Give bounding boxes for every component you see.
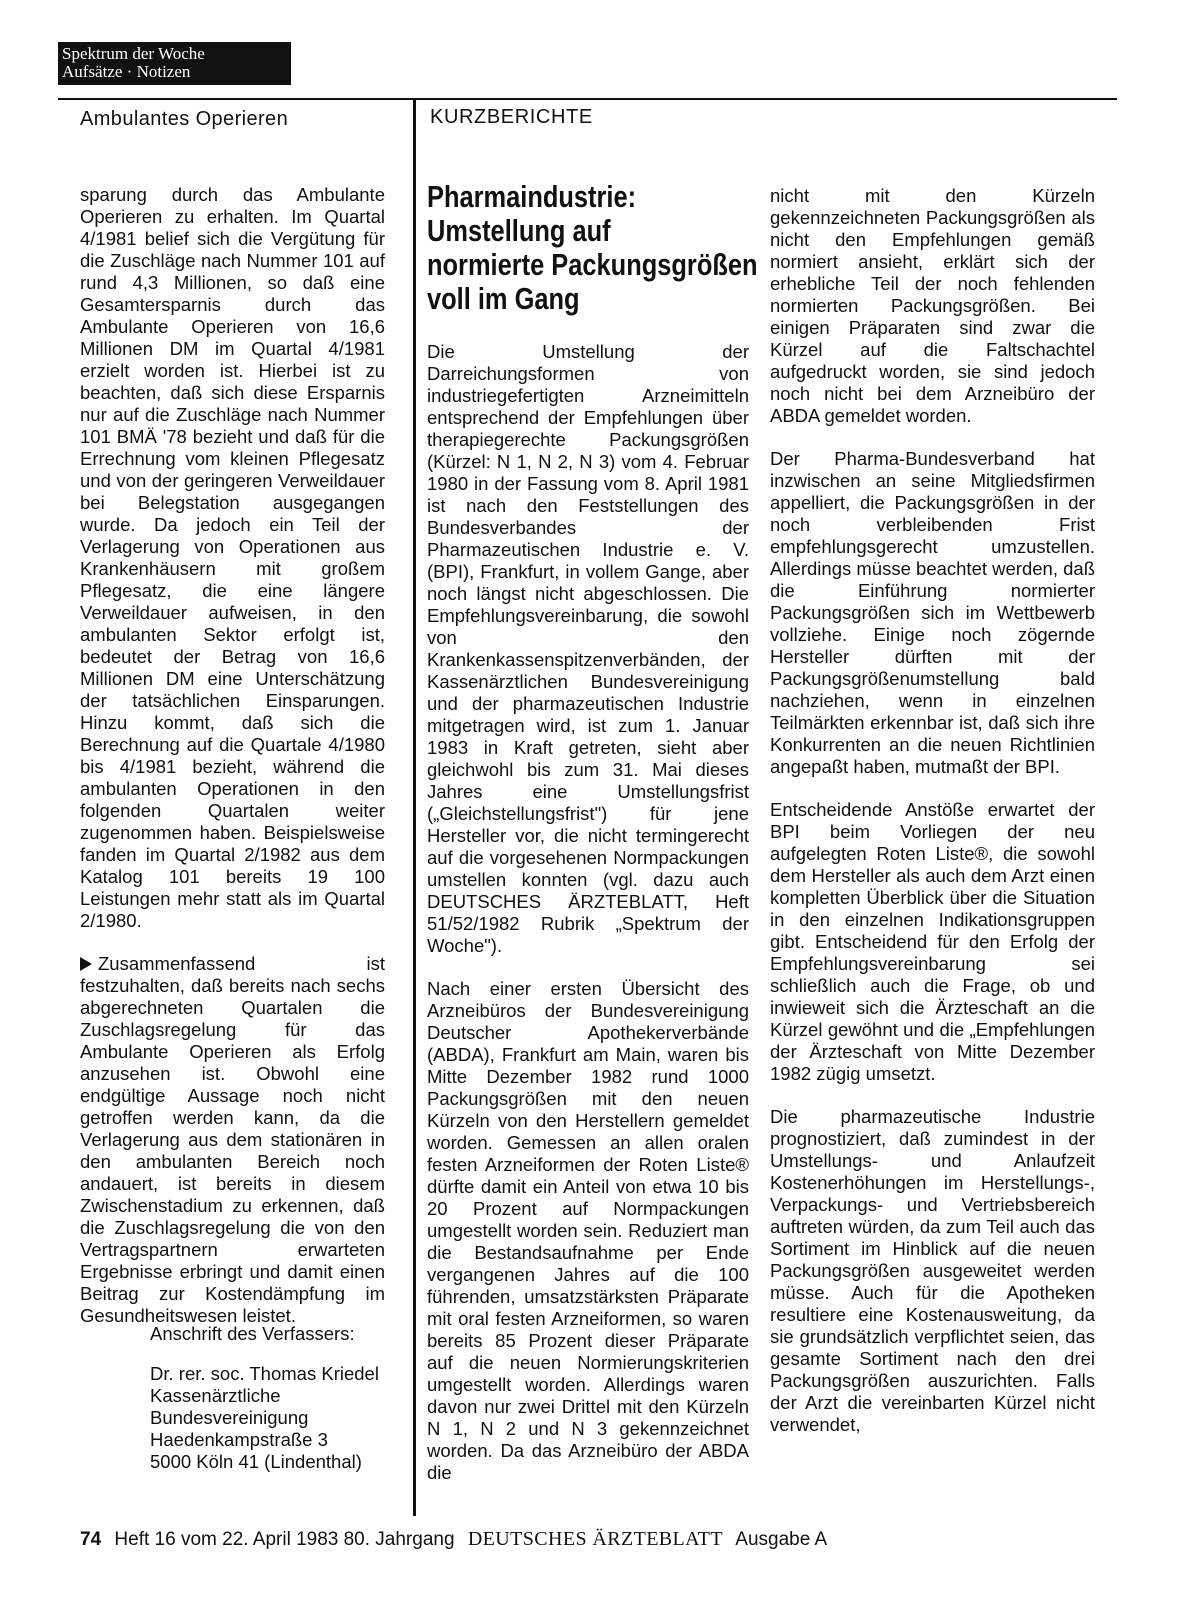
page-number: 74	[80, 1529, 102, 1550]
author-address	[150, 1323, 410, 1473]
article-headline	[427, 179, 758, 316]
paragraph: Der Pharma-Bundesverband hat inzwischen an seine Mitgliedsfirmen appelliert, die Packungsgrößen in der noch verbleibenden Frist empfehlungsgerecht umzustellen. Allerdings müsse beachtet werden, daß die Einführung normierter Packungsgrößen sich im Wettbewerb vollziehe. Einige noch zögernde Hersteller dürften mit der Packungsgrößenumstellung bald nachziehen, wenn in einzelnen Teilmärkten erkennbar ist, daß sich ihre Konkurrenten an die neuen Richtlinien angepaßt haben, mutmaßt der BPI.	[770, 448, 1095, 777]
rubric-line-1: Spektrum der Woche	[62, 44, 205, 63]
paragraph: Nach einer ersten Übersicht des Arzneibüros der Bundesvereinigung Deutscher Apothekerverbände (ABDA), Frankfurt am Main, waren bis Mitte Dezember 1982 rund 1000 Packungsgrößen mit den neuen Kürzeln von den Herstellern gemeldet worden. Gemessen an allen oralen festen Arzneiformen der Roten Liste® dürfte damit ein Anteil von etwa 10 bis 20 Prozent auf Normpackungen umgestellt worden sein. Reduziert man die Bestandsaufnahme per Ende vergangenen Jahres auf die 100 führenden, umsatzstärksten Präparate mit oral festen Arzneiformen, so waren bereits 85 Prozent dieser Präparate auf die neuen Normierungskriterien umgestellt worden. Allerdings waren davon nur zwei Drittel mit den Kürzeln N 1, N 2 und N 3 gekennzeichnet worden. Da das Arzneibüro der ABDA die	[427, 978, 749, 1483]
article-column-2	[427, 341, 749, 1505]
rubric-line-2: Aufsätze · Notizen	[62, 62, 191, 81]
address-line: Dr. rer. soc. Thomas Kriedel	[150, 1363, 379, 1384]
address-line: Haedenkampstraße 3	[150, 1429, 328, 1450]
article-column-3	[770, 185, 1095, 1457]
article-column-1	[80, 184, 385, 1348]
address-heading: Anschrift des Verfassers:	[150, 1323, 355, 1344]
rubric-box	[58, 42, 291, 85]
headline-line: Pharmaindustrie:	[427, 179, 637, 214]
paragraph: Die Umstellung der Darreichungsformen von industriegefertigten Arzneimitteln entsprechend der Empfehlungen über therapiegerechte Packungsgrößen (Kürzel: N 1, N 2, N 3) vom 4. Februar 1980 in der Fassung vom 8. April 1981 ist nach den Feststellungen des Bundesverbandes der Pharmazeutischen Industrie e. V. (BPI), Frankfurt, in vollem Gange, aber noch längst nicht abgeschlossen. Die Empfehlungsvereinbarung, die sowohl von den Krankenkassenspitzenverbänden, der Kassenärztlichen Bundesvereinigung und der pharmazeutischen Industrie mitgetragen wird, ist zum 1. Januar 1983 in Kraft getreten, sieht aber gleichwohl bis zum 31. Mai dieses Jahres eine Umstellungsfrist („Gleichstellungsfrist") für jene Hersteller vor, die nicht termingerecht auf die vorgesehenen Normpackungen umstellen konnten (vgl. dazu auch DEUTSCHES ÄRZTEBLATT, Heft 51/52/1982 Rubrik „Spektrum der Woche").	[427, 341, 749, 956]
page-footer	[80, 1528, 827, 1551]
paragraph: Entscheidende Anstöße erwartet der BPI beim Vorliegen der neu aufgelegten Roten Liste®, die sowohl dem Hersteller als auch dem Arzt einen kompletten Überblick über die Situation in den einzelnen Indikationsgruppen gibt. Entscheidend für den Erfolg der Empfehlungsvereinbarung sei schließlich auch die Frage, ob und inwieweit sich die Ärzteschaft an die Kürzel gewöhnt und die „Empfehlungen der Ärzteschaft von Mitte Dezember 1982 zügig umsetzt.	[770, 799, 1095, 1084]
section-label-left: Ambulantes Operieren	[80, 108, 289, 130]
issue-info: Heft 16 vom 22. April 1983 80. Jahrgang	[114, 1529, 455, 1550]
section-label-right: KURZBERICHTE	[430, 106, 593, 128]
magazine-name: DEUTSCHES ÄRZTEBLATT	[467, 1528, 724, 1550]
paragraph: nicht mit den Kürzeln gekennzeichneten Packungsgrößen als nicht den Empfehlungen gemäß normiert ansieht, erklärt sich der erhebliche Teil der noch fehlenden normierten Packungsgrößen. Bei einigen Präparaten sind zwar die Kürzel auf die Faltschachtel aufgedruckt worden, sie sind jedoch noch nicht bei dem Arzneibüro der ABDA gemeldet worden.	[770, 185, 1095, 426]
paragraph: Die pharmazeutische Industrie prognostiziert, daß zumindest in der Umstellungs- und Anlaufzeit Kostenerhöhungen im Herstellungs-, Verpackungs- und Vertriebsbereich auftreten würden, da zum Teil auch das Sortiment im Hinblick auf die neuen Packungsgrößen ausgeweitet werden müsse. Auch für die Apotheken resultiere eine Kostenausweitung, da sie grundsätzlich verpflichtet seien, das gesamte Sortiment nach den drei Packungsgrößen auszurichten. Falls der Arzt die vereinbarten Kürzel nicht verwendet,	[770, 1106, 1095, 1435]
paragraph-summary	[80, 953, 385, 1327]
address-line: Kassenärztliche	[150, 1385, 281, 1406]
edition-label: Ausgabe A	[735, 1529, 828, 1550]
paragraph-text: Zusammenfassend ist festzuhalten, daß bereits nach sechs abgerechneten Quartalen die Zuschlagsregelung für das Ambulante Operieren als Erfolg anzusehen ist. Obwohl eine endgültige Aussage noch nicht getroffen werden kann, da die Verlagerung aus dem stationären in den ambulanten Bereich noch andauert, ist bereits in diesem Zwischenstadium zu erkennen, daß die Zuschlagsregelung die von den Vertragspartnern erwarteten Ergebnisse erbringt und damit einen Beitrag zur Kostendämpfung im Gesundheitswesen leistet.	[80, 953, 385, 1326]
headline-line: voll im Gang	[427, 281, 580, 316]
address-line: Bundesvereinigung	[150, 1407, 309, 1428]
headline-line: Umstellung auf	[427, 213, 611, 248]
header-rule	[58, 98, 1117, 100]
address-line: 5000 Köln 41 (Lindenthal)	[150, 1451, 362, 1472]
headline-line: normierte Packungsgrößen	[427, 247, 758, 282]
column-divider	[413, 98, 416, 1516]
paragraph: sparung durch das Ambulante Operieren zu erhalten. Im Quartal 4/1981 belief sich die Vergütung für die Zuschläge nach Nummer 101 auf rund 4,3 Millionen, so daß eine Gesamtersparnis durch das Ambulante Operieren von 16,6 Millionen DM im Quartal 4/1981 erzielt worden ist. Hierbei ist zu beachten, daß sich diese Ersparnis nur auf die Zuschläge nach Nummer 101 BMÄ '78 bezieht und daß für die Errechnung vom kleinen Pflegesatz und von der geringeren Verweildauer bei Belegstation ausgegangen wurde. Da jedoch ein Teil der Verlagerung von Operationen aus Krankenhäusern mit großem Pflegesatz, die eine längere Verweildauer aufweisen, in den ambulanten Sektor erfolgt ist, bedeutet der Betrag von 16,6 Millionen DM eine Unterschätzung der tatsächlichen Einsparungen. Hinzu kommt, daß sich die Berechnung auf die Quartale 4/1980 bis 4/1981 bezieht, während die ambulanten Operationen in den folgenden Quartalen weiter zugenommen haben. Beispielsweise fanden im Quartal 2/1982 aus dem Katalog 101 bereits 19 100 Leistungen mehr statt als im Quartal 2/1980.	[80, 184, 385, 931]
triangle-marker-icon	[80, 957, 92, 971]
